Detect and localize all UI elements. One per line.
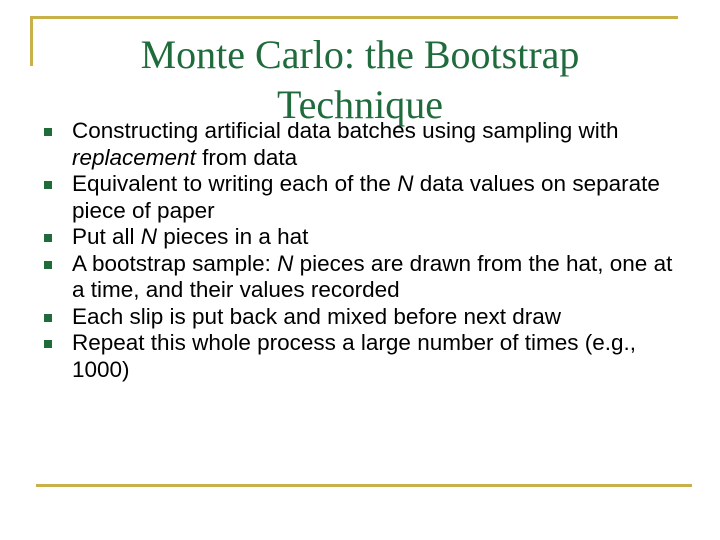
square-bullet-icon [44,181,52,189]
bullet-text: Put all [72,224,141,249]
bullet-text: from data [195,144,298,170]
bullet-text: Equivalent to writing each of the [72,171,398,196]
bullet-emphasis: N [277,250,294,276]
bullet-item [38,330,678,383]
bullet-text: pieces in a hat [157,224,309,249]
bullet-emphasis: replacement [72,144,196,170]
bullet-item [38,171,678,224]
square-bullet-icon [44,128,52,136]
bullet-list [38,118,678,383]
bullet-text: Repeat this whole process a large number of times (e.g., 1000) [72,330,637,382]
frame-top-line [30,16,678,19]
bullet-item [38,118,678,171]
bullet-text: data values on separate piece of paper [72,171,660,223]
slide-title: Monte Carlo: the Bootstrap Technique [140,32,580,127]
frame-bottom-line [36,484,692,487]
square-bullet-icon [44,340,52,348]
bullet-text: A bootstrap sample: [72,250,278,276]
bullet-item [38,304,678,331]
square-bullet-icon [44,261,52,269]
bullet-text: Each slip is put back and mixed before next draw [72,303,562,329]
bullet-item [38,251,678,304]
bullet-emphasis: N [397,171,414,196]
bullet-emphasis: N [140,224,158,249]
frame-left-line [30,16,33,66]
bullet-text: pieces are drawn from the hat, one at a time, and their values recorded [72,250,673,302]
square-bullet-icon [44,314,52,322]
square-bullet-icon [44,234,52,242]
bullet-text: Constructing artificial data batches using sampling with [72,118,619,143]
bullet-item [38,224,678,251]
